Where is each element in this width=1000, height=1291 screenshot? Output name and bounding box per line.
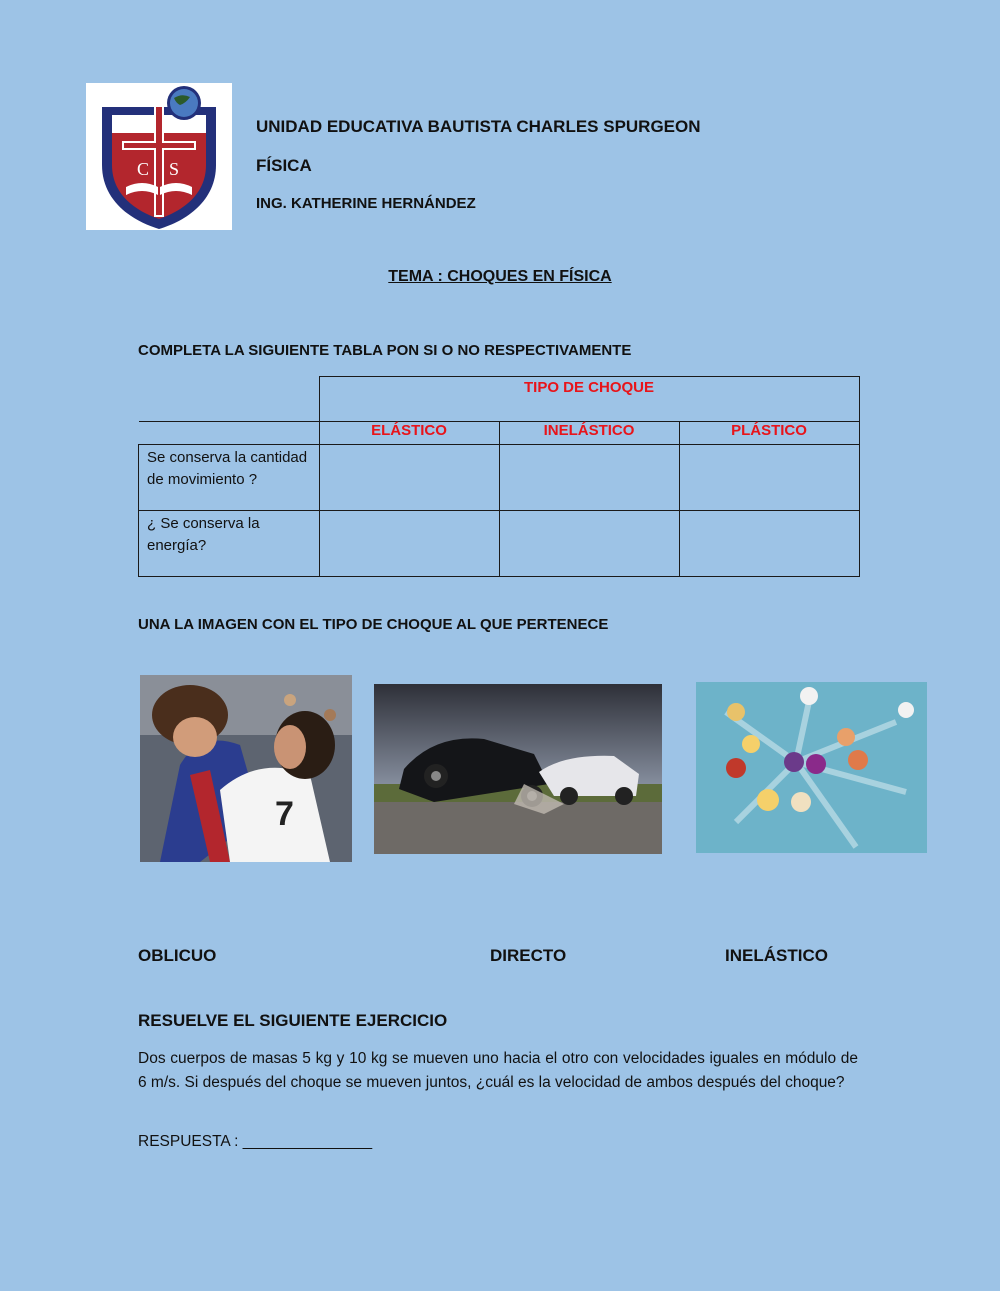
row-label-momentum: Se conserva la cantidad de movimiento ? [139, 445, 320, 511]
column-header-elastico: ELÁSTICO [319, 422, 499, 445]
option-oblicuo[interactable]: OBLICUO [138, 946, 217, 965]
collision-table [138, 376, 860, 577]
shield-emblem-icon [86, 83, 232, 230]
svg-text:S: S [169, 159, 180, 179]
football-collision-image[interactable] [140, 675, 352, 862]
exercise-text: Dos cuerpos de masas 5 kg y 10 kg se mueven uno hacia el otro con velocidades iguales en módulo de 6 m/s. Si después del choque se mueven juntos, ¿cuál es la velocidad de ambos después del choque? [138, 1050, 858, 1091]
column-header-inelastico: INELÁSTICO [499, 422, 679, 445]
option-inelastico[interactable]: INELÁSTICO [725, 946, 828, 965]
page-title: TEMA : CHOQUES EN FÍSICA [388, 268, 612, 285]
teacher-name: ING. KATHERINE HERNÁNDEZ [256, 195, 476, 212]
answer-field[interactable]: RESPUESTA : _______________ [138, 1133, 373, 1150]
subject-name: FÍSICA [256, 156, 312, 175]
jersey-number: 7 [275, 795, 294, 833]
table-corner [139, 377, 320, 422]
answer-cell[interactable] [679, 445, 859, 511]
answer-cell[interactable] [499, 511, 679, 577]
answer-cell[interactable] [679, 511, 859, 577]
car-crash-image[interactable] [374, 684, 662, 854]
svg-text:C: C [137, 159, 150, 179]
option-directo[interactable]: DIRECTO [490, 946, 567, 965]
school-name: UNIDAD EDUCATIVA BAUTISTA CHARLES SPURGEON [256, 117, 701, 136]
table-group-header: TIPO DE CHOQUE [319, 377, 859, 422]
table-instruction: COMPLETA LA SIGUIENTE TABLA PON SI O NO RESPECTIVAMENTE [138, 342, 632, 359]
answer-cell[interactable] [319, 445, 499, 511]
school-logo [86, 83, 232, 230]
match-instruction: UNA LA IMAGEN CON EL TIPO DE CHOQUE AL QUE PERTENECE [138, 616, 609, 633]
column-header-plastico: PLÁSTICO [679, 422, 859, 445]
answer-cell[interactable] [499, 445, 679, 511]
exercise-title: RESUELVE EL SIGUIENTE EJERCICIO [138, 1011, 448, 1030]
answer-cell[interactable] [319, 511, 499, 577]
billiard-balls-image[interactable] [696, 682, 927, 853]
row-label-energy: ¿ Se conserva la energía? [139, 511, 320, 577]
